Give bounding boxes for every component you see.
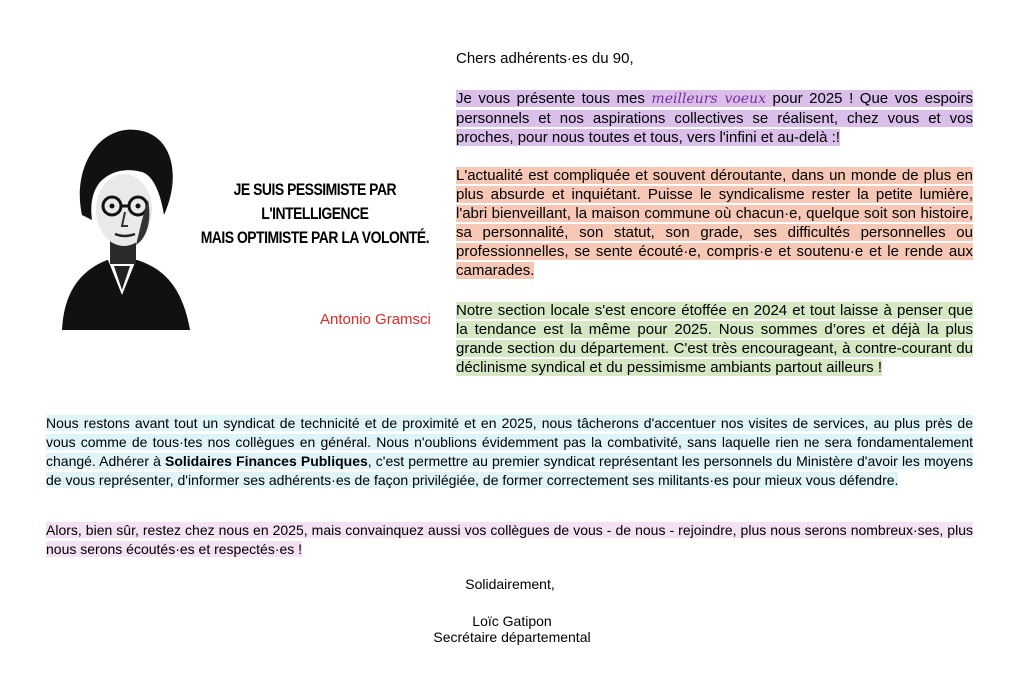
paragraph-union bbox=[46, 414, 973, 490]
call-text: Alors, bien sûr, restez chez nous en 2025, mais convainquez aussi vos collègues de vous - de nous - rejoindre, plus nous serons nombreux·ses, plus nous serons écoutés·es et respectés·es ! bbox=[46, 522, 973, 557]
paragraph-section bbox=[456, 301, 973, 377]
gramsci-portrait-image bbox=[52, 120, 194, 330]
closing: Solidairement, bbox=[465, 576, 555, 592]
paragraph-call bbox=[46, 521, 973, 559]
quote-line-1: JE SUIS PESSIMISTE PAR L'INTELLIGENCE bbox=[233, 180, 397, 223]
signer-name: Loïc Gatipon bbox=[472, 613, 552, 629]
wishes-highlight: meilleurs voeux bbox=[651, 91, 766, 107]
gramsci-quote bbox=[196, 178, 434, 250]
paragraph-wishes bbox=[456, 89, 973, 147]
letter-greeting: Chers adhérents·es du 90, bbox=[456, 50, 634, 67]
paragraph-news bbox=[456, 166, 973, 280]
wishes-text-end: pour 2025 ! Que vos espoirs personnels et nos aspirations collectives se réalisent, chez vous et vos proches, pour nous toutes et tous, vers l'infini et au-delà :! bbox=[456, 90, 973, 146]
quote-line-2: MAIS OPTIMISTE PAR LA VOLONTÉ. bbox=[200, 228, 430, 247]
union-text-end: , c'est permettre au premier syndicat représentant les personnels du Ministère d'avoir les moyens de vous représenter, d'informer ses adhérents·es de façon privilégiée, de former correctement ses militants·es pour mieux vous défendre. bbox=[46, 453, 973, 488]
news-text: L'actualité est compliquée et souvent déroutante, dans un monde de plus en plus absurde et inquiétant. Puisse le syndicalisme rester la petite lumière, l'abri bienveillant, la maison commune où chacun·e, quelque soit son histoire, sa personnalité, son statut, son grade, ses difficultés personnelles ou professionnelles, se sente écouté·e, compris·e et soutenu·e et le rende aux camarades. bbox=[456, 167, 973, 279]
section-text: Notre section locale s'est encore étoffée en 2024 et tout laisse à penser que la tendance est la même pour 2025. Nous sommes d’ores et déjà la plus grande section du département. C'est très encourageant, à contre-courant du déclinisme syndical et du pessimisme ambiants partout ailleurs ! bbox=[456, 302, 973, 376]
quote-author: Antonio Gramsci bbox=[320, 311, 431, 328]
signer-role: Secrétaire départemental bbox=[433, 629, 591, 645]
union-text-start: Nous restons avant tout un syndicat de technicité et de proximité et en 2025, nous tâcherons d'accentuer nos visites de services, au plus près de vous comme de tous·tes nos collègues en général. Nous n'oublions évidemment pas la combativité, sans laquelle rien ne sera fondamentalement changé. Adhérer à bbox=[46, 415, 973, 469]
union-name: Solidaires Finances Publiques bbox=[165, 453, 368, 469]
wishes-text-start: Je vous présente tous mes bbox=[456, 90, 652, 107]
